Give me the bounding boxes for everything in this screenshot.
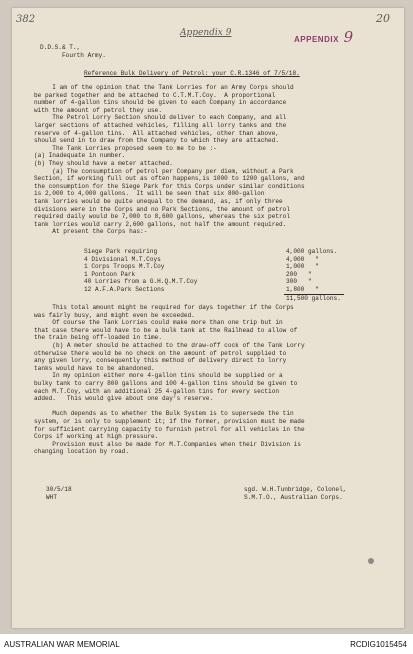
body-line: tank lorries would carry 2,600 gallons, not half the amount required. <box>34 220 287 228</box>
footer-institution: AUSTRALIAN WAR MEMORIAL <box>4 640 120 649</box>
body-line: added. This would give about one day's reserve. <box>34 395 214 403</box>
body-line: tank lorries would be quite unequal to the demand, as, if only three <box>34 198 283 205</box>
footer-record-id: RCDIG1015454 <box>350 640 407 649</box>
body-line: any given lorry, consequently this method of delivery direct to lorry <box>34 357 287 365</box>
corps-list-item: Siege Park requiring <box>84 248 158 255</box>
body-line: was fairly busy, and might even be exceeded. <box>34 311 195 319</box>
body-line: tanks would have to be abandoned. <box>34 364 155 372</box>
body-line: (a) Inadequate in number. <box>34 152 126 160</box>
body-line: (b) They should have a meter attached. <box>34 160 173 167</box>
corps-list-amount: 1,800 " <box>286 286 319 293</box>
body-line: should send in to draw from the Company to which they are attached. <box>34 137 280 145</box>
corps-list-item: 1 Corps Troops M.T.Coy <box>84 263 165 271</box>
header-recipient-army: Fourth Army. <box>62 52 106 59</box>
body-line: the consumption for the Siege Park for this Corps under similar conditions <box>34 182 305 190</box>
body-line: (a) The consumption of petrol per Company per diem, without a Park <box>34 167 294 175</box>
corps-list-item: 4 Divisional M.T.Coys <box>84 255 161 263</box>
archive-footer <box>0 634 413 654</box>
body-line: for sufficient carrying capacity to furnish petrol for all vehicles in the <box>34 425 305 433</box>
body-line: that case there would have to be a bulk tank at the Railhead to allow of <box>34 326 298 334</box>
handwritten-page-number-left: 382 <box>16 14 36 25</box>
body-line: is 2,000 to 4,000 gallons. It will be seen that six 800-gallon <box>34 190 265 198</box>
corps-total: 11,500 gallons. <box>286 295 341 302</box>
body-line: otherwise there would be no check on the amount of petrol supplied to <box>34 349 287 357</box>
body-line: In my opinion either more 4-gallon tins should be supplied or a <box>34 372 283 380</box>
body-line: number of 4-gallon tins should be given to each Company in accordance <box>34 99 287 107</box>
corps-list-amount: 1,000 " <box>286 263 319 271</box>
body-line: At present the Corps has:- <box>34 228 148 236</box>
body-line: This total amount might be required for days together if the Corps <box>34 304 294 311</box>
body-line: required daily would be 7,000 to 8,600 gallons, whereas the six petrol <box>34 213 290 221</box>
body-line: the train being off-loaded in time. <box>34 334 162 342</box>
corps-list-amount: 4,000 gallons. <box>286 248 338 255</box>
corps-list-item: 12 A.F.A.Park Sections <box>84 286 165 293</box>
signature-date: 30/5/18 <box>46 486 72 493</box>
body-line: Of course the Tank Lorries could make more than one trip but in <box>34 319 283 327</box>
corps-list-amount: 300 " <box>286 278 312 286</box>
body-line: (b) A meter should be attached to the draw-off cock of the Tank Lorry <box>34 342 305 349</box>
header-recipient: D.D.S.& T., <box>40 44 81 51</box>
body-line: Corps if working at high pressure. <box>34 433 159 441</box>
body-line: system, or is only to supplement it; if the former, provision must be made <box>34 418 305 425</box>
body-line: I am of the opinion that the Tank Lorries for an Army Corps should <box>34 84 294 91</box>
signature-title: S.M.T.O., Australian Corps. <box>244 494 343 501</box>
corps-list-amount: 4,000 " <box>286 255 319 263</box>
body-line: Section, if working full out as often happens,is 1000 to 1200 gallons, and <box>34 175 305 183</box>
body-line: Much depends as to whether the Bulk System is to supersede the tin <box>34 410 294 418</box>
body-line: bulky tank to carry 800 gallons and 100 4-gallon tins should be given to <box>34 380 298 387</box>
body-line: with the amount of petrol they use. <box>34 106 162 114</box>
signature-line: sgd. W.H.Tunbridge, Colonel, <box>244 486 347 493</box>
body-line: The Tank Lorries proposed seem to me to be :- <box>34 144 217 152</box>
handwritten-page-number-right: 20 <box>376 12 390 25</box>
signature-initials: WHT <box>46 494 57 501</box>
body-line: each M.T.Coy, with an additional 25 4-gallon tins for every section <box>34 387 280 395</box>
reference-line: Reference Bulk Delivery of Petrol: your C.R.1346 of 7/5/18. <box>84 70 300 77</box>
body-line: larger sections of attached vehicles, filling all lorry tanks and the <box>34 122 287 129</box>
corps-list-item: 1 Pontoon Park <box>84 270 136 278</box>
handwritten-appendix-note: Appendix 9 <box>180 28 232 38</box>
body-line: be parked together and be attached to C.T.M.T.Coy. A proportional <box>34 91 276 99</box>
body-line: The Petrol Lorry Section should deliver to each Company, and all <box>34 114 287 122</box>
document-page <box>12 8 404 628</box>
appendix-stamp <box>294 28 354 46</box>
body-line: reserve of 4-gallon tins. All attached vehicles, other than above, <box>34 129 280 137</box>
body-line: Provision must also be made for M.T.Companies when their Division is <box>34 440 301 448</box>
body-line: divisions were in the Corps and no Park Sections, the amount of petrol <box>34 205 290 213</box>
appendix-stamp-label: APPENDIX <box>294 35 339 44</box>
corps-list-amount: 200 " <box>286 270 312 278</box>
body-line: changing location by road. <box>34 448 130 456</box>
ink-blot <box>368 558 374 564</box>
appendix-stamp-number: 9 <box>343 28 354 46</box>
corps-list-item: 40 Lorries from a G.H.Q.M.T.Coy <box>84 278 198 286</box>
